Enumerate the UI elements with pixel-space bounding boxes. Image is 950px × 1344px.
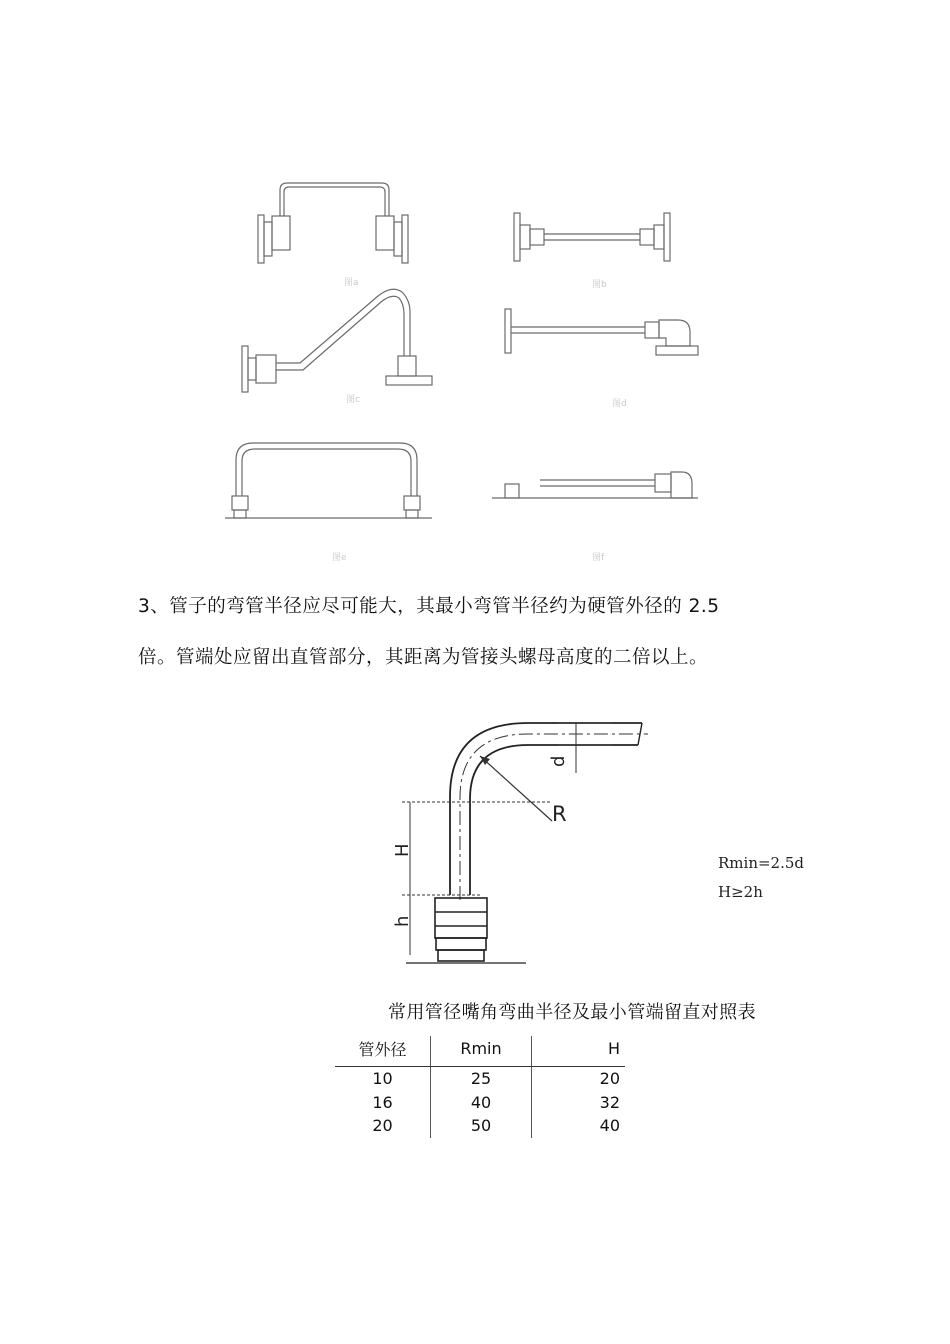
bend-radius-diagram <box>380 705 660 975</box>
table-title: 常用管径嘴角弯曲半径及最小管端留直对照表 <box>388 1002 756 1023</box>
figure-d-drawing <box>505 309 698 355</box>
paragraph-line-1: 3、管子的弯管半径应尽可能大，其最小弯管半径约为硬管外径的 2.5 <box>138 596 720 617</box>
header-pipe-diameter: 管外径 <box>335 1036 431 1067</box>
cell-h: 32 <box>599 1092 620 1112</box>
figure-a-drawing <box>258 183 408 263</box>
pipe-routing-figures <box>0 170 950 580</box>
label-h: h <box>392 915 413 927</box>
figure-b-drawing <box>514 213 670 261</box>
figure-c-drawing <box>242 289 432 392</box>
paragraph-line-2: 倍。管端处应留出直管部分，其距离为管接头螺母高度的二倍以上。 <box>138 647 709 668</box>
cell-diameter: 10 <box>335 1067 431 1091</box>
cell-h: 20 <box>599 1069 620 1089</box>
table-row <box>335 1114 625 1138</box>
table-row <box>335 1091 625 1115</box>
label-d: d <box>548 755 569 767</box>
label-H: H <box>392 843 413 857</box>
formula-h: H≥2h <box>718 883 763 901</box>
figure-f-drawing <box>492 472 698 498</box>
cell-h: 40 <box>599 1116 620 1136</box>
figure-e-caption: 图e <box>332 553 347 563</box>
figure-f-caption: 图f <box>592 553 605 563</box>
formula-rmin: Rmin=2.5d <box>718 854 805 872</box>
label-R: R <box>552 802 567 826</box>
cell-diameter: 16 <box>335 1091 431 1115</box>
figure-c-caption: 图c <box>346 395 360 405</box>
reference-table <box>335 1036 625 1138</box>
figure-a-caption: 图a <box>344 278 359 288</box>
cell-rmin: 50 <box>431 1114 532 1138</box>
figure-e-drawing <box>225 443 432 518</box>
header-rmin: Rmin <box>431 1036 532 1067</box>
cell-diameter: 20 <box>335 1114 431 1138</box>
figure-d-caption: 图d <box>612 399 627 409</box>
cell-rmin: 40 <box>431 1091 532 1115</box>
table-row <box>335 1067 625 1091</box>
cell-rmin: 25 <box>431 1067 532 1091</box>
table-header-row <box>335 1036 625 1067</box>
figure-b-caption: 图b <box>592 280 607 290</box>
header-h: H <box>532 1036 626 1067</box>
